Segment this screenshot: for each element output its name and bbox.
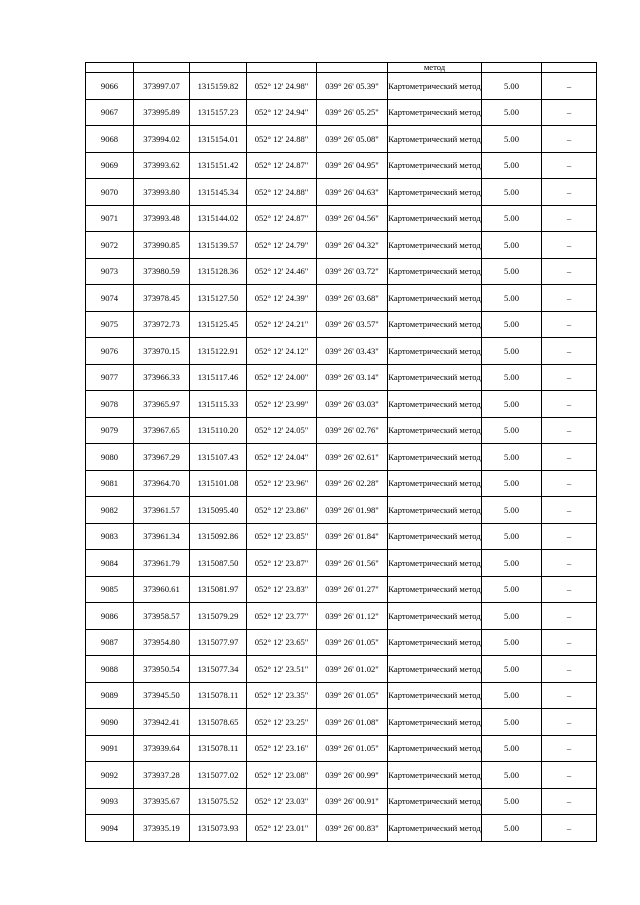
cell-longitude: 039° 26' 04.63" — [317, 179, 388, 206]
cell-y: 1315077.02 — [190, 762, 247, 789]
cell-accuracy: 5.00 — [482, 709, 542, 736]
cell-longitude: 039° 26' 01.05" — [317, 682, 388, 709]
cell-note: – — [542, 285, 597, 312]
cell-note: – — [542, 656, 597, 683]
cell-accuracy: 5.00 — [482, 338, 542, 365]
cell-x: 373966.33 — [134, 364, 190, 391]
cell-x: 373990.85 — [134, 232, 190, 259]
cell-x: 373995.89 — [134, 99, 190, 126]
cell-number: 9084 — [86, 550, 134, 577]
cell-accuracy — [482, 63, 542, 73]
cell-y: 1315078.11 — [190, 682, 247, 709]
cell-number: 9067 — [86, 99, 134, 126]
cell-number: 9091 — [86, 735, 134, 762]
cell-note: – — [542, 338, 597, 365]
cell-latitude: 052° 12' 24.00" — [247, 364, 317, 391]
table-row — [86, 629, 597, 656]
table-row — [86, 285, 597, 312]
cell-longitude: 039° 26' 02.61" — [317, 444, 388, 471]
cell-y: 1315079.29 — [190, 603, 247, 630]
cell-number: 9086 — [86, 603, 134, 630]
cell-latitude: 052° 12' 23.87" — [247, 550, 317, 577]
cell-method: Картометрический метод — [388, 152, 482, 179]
cell-latitude: 052° 12' 24.46" — [247, 258, 317, 285]
cell-y: 1315077.34 — [190, 656, 247, 683]
cell-y: 1315144.02 — [190, 205, 247, 232]
cell-x: 373950.54 — [134, 656, 190, 683]
cell-longitude: 039° 26' 01.12" — [317, 603, 388, 630]
cell-longitude: 039° 26' 02.28" — [317, 470, 388, 497]
table-row — [86, 258, 597, 285]
cell-longitude: 039° 26' 05.08" — [317, 126, 388, 153]
cell-note: – — [542, 603, 597, 630]
cell-x: 373972.73 — [134, 311, 190, 338]
cell-x: 373954.80 — [134, 629, 190, 656]
cell-y: 1315151.42 — [190, 152, 247, 179]
cell-x: 373978.45 — [134, 285, 190, 312]
cell-note: – — [542, 735, 597, 762]
cell-longitude: 039° 26' 01.98" — [317, 497, 388, 524]
cell-longitude: 039° 26' 03.03" — [317, 391, 388, 418]
cell-longitude: 039° 26' 03.14" — [317, 364, 388, 391]
cell-accuracy: 5.00 — [482, 444, 542, 471]
cell-number: 9093 — [86, 788, 134, 815]
cell-x: 373965.97 — [134, 391, 190, 418]
table-row — [86, 497, 597, 524]
cell-longitude: 039° 26' 01.05" — [317, 629, 388, 656]
cell-method: Картометрический метод — [388, 417, 482, 444]
cell-number: 9076 — [86, 338, 134, 365]
cell-note: – — [542, 444, 597, 471]
cell-method: Картометрический метод — [388, 126, 482, 153]
cell-number: 9068 — [86, 126, 134, 153]
table-row — [86, 815, 597, 842]
cell-method: Картометрический метод — [388, 629, 482, 656]
table-row — [86, 99, 597, 126]
cell-x: 373961.34 — [134, 523, 190, 550]
cell-accuracy: 5.00 — [482, 576, 542, 603]
cell-number: 9092 — [86, 762, 134, 789]
cell-accuracy: 5.00 — [482, 99, 542, 126]
cell-number: 9087 — [86, 629, 134, 656]
cell-longitude — [317, 63, 388, 73]
cell-number: 9070 — [86, 179, 134, 206]
cell-x: 373935.19 — [134, 815, 190, 842]
cell-latitude: 052° 12' 23.99" — [247, 391, 317, 418]
cell-accuracy: 5.00 — [482, 682, 542, 709]
table-row — [86, 682, 597, 709]
cell-latitude: 052° 12' 24.94" — [247, 99, 317, 126]
cell-note: – — [542, 152, 597, 179]
cell-y: 1315115.33 — [190, 391, 247, 418]
cell-number: 9082 — [86, 497, 134, 524]
cell-longitude: 039° 26' 04.95" — [317, 152, 388, 179]
cell-note: – — [542, 576, 597, 603]
cell-latitude: 052° 12' 23.85" — [247, 523, 317, 550]
cell-accuracy: 5.00 — [482, 258, 542, 285]
cell-x: 373993.48 — [134, 205, 190, 232]
cell-method: Картометрический метод — [388, 788, 482, 815]
cell-note: – — [542, 762, 597, 789]
cell-x: 373980.59 — [134, 258, 190, 285]
cell-x: 373970.15 — [134, 338, 190, 365]
cell-longitude: 039° 26' 02.76" — [317, 417, 388, 444]
cell-latitude: 052° 12' 23.01" — [247, 815, 317, 842]
cell-x — [134, 63, 190, 73]
table-row — [86, 709, 597, 736]
cell-x: 373967.65 — [134, 417, 190, 444]
cell-note: – — [542, 629, 597, 656]
cell-latitude: 052° 12' 23.96" — [247, 470, 317, 497]
cell-x: 373937.28 — [134, 762, 190, 789]
cell-note: – — [542, 788, 597, 815]
cell-accuracy: 5.00 — [482, 73, 542, 100]
cell-method: Картометрический метод — [388, 682, 482, 709]
cell-x: 373958.57 — [134, 603, 190, 630]
cell-longitude: 039° 26' 01.27" — [317, 576, 388, 603]
cell-longitude: 039° 26' 05.25" — [317, 99, 388, 126]
cell-longitude: 039° 26' 03.68" — [317, 285, 388, 312]
cell-note: – — [542, 258, 597, 285]
cell-note: – — [542, 682, 597, 709]
cell-number: 9080 — [86, 444, 134, 471]
cell-y: 1315073.93 — [190, 815, 247, 842]
cell-number: 9073 — [86, 258, 134, 285]
cell-y: 1315075.52 — [190, 788, 247, 815]
cell-latitude: 052° 12' 23.86" — [247, 497, 317, 524]
table-row — [86, 232, 597, 259]
cell-method: Картометрический метод — [388, 656, 482, 683]
cell-note: – — [542, 497, 597, 524]
cell-method: Картометрический метод — [388, 735, 482, 762]
cell-number: 9083 — [86, 523, 134, 550]
cell-number: 9069 — [86, 152, 134, 179]
cell-y: 1315095.40 — [190, 497, 247, 524]
cell-number: 9079 — [86, 417, 134, 444]
cell-number: 9072 — [86, 232, 134, 259]
cell-accuracy: 5.00 — [482, 417, 542, 444]
cell-method: Картометрический метод — [388, 311, 482, 338]
cell-number: 9066 — [86, 73, 134, 100]
cell-note: – — [542, 815, 597, 842]
cell-accuracy: 5.00 — [482, 603, 542, 630]
cell-y: 1315145.34 — [190, 179, 247, 206]
cell-x: 373935.67 — [134, 788, 190, 815]
cell-latitude: 052° 12' 24.12" — [247, 338, 317, 365]
cell-number: 9089 — [86, 682, 134, 709]
cell-note: – — [542, 73, 597, 100]
cell-y: 1315128.36 — [190, 258, 247, 285]
cell-y — [190, 63, 247, 73]
cell-latitude — [247, 63, 317, 73]
cell-accuracy: 5.00 — [482, 205, 542, 232]
cell-method: Картометрический метод — [388, 258, 482, 285]
cell-accuracy: 5.00 — [482, 179, 542, 206]
cell-method: Картометрический метод — [388, 444, 482, 471]
cell-y: 1315077.97 — [190, 629, 247, 656]
table-row — [86, 550, 597, 577]
cell-latitude: 052° 12' 24.04" — [247, 444, 317, 471]
cell-accuracy: 5.00 — [482, 232, 542, 259]
table-row — [86, 788, 597, 815]
cell-accuracy: 5.00 — [482, 391, 542, 418]
table-row — [86, 311, 597, 338]
table-row-continued — [86, 63, 597, 73]
cell-x: 373960.61 — [134, 576, 190, 603]
cell-longitude: 039° 26' 01.56" — [317, 550, 388, 577]
cell-y: 1315078.11 — [190, 735, 247, 762]
cell-accuracy: 5.00 — [482, 762, 542, 789]
cell-latitude: 052° 12' 23.25" — [247, 709, 317, 736]
table-row — [86, 523, 597, 550]
cell-number — [86, 63, 134, 73]
cell-latitude: 052° 12' 23.51" — [247, 656, 317, 683]
cell-latitude: 052° 12' 24.39" — [247, 285, 317, 312]
cell-note — [542, 63, 597, 73]
cell-accuracy: 5.00 — [482, 550, 542, 577]
cell-number: 9090 — [86, 709, 134, 736]
cell-longitude: 039° 26' 00.99" — [317, 762, 388, 789]
cell-note: – — [542, 550, 597, 577]
table-row — [86, 338, 597, 365]
cell-method: Картометрический метод — [388, 497, 482, 524]
table-row — [86, 364, 597, 391]
cell-method: Картометрический метод — [388, 523, 482, 550]
cell-y: 1315110.20 — [190, 417, 247, 444]
cell-latitude: 052° 12' 23.83" — [247, 576, 317, 603]
cell-number: 9094 — [86, 815, 134, 842]
cell-method: Картометрический метод — [388, 470, 482, 497]
cell-latitude: 052° 12' 23.35" — [247, 682, 317, 709]
cell-note: – — [542, 470, 597, 497]
cell-accuracy: 5.00 — [482, 364, 542, 391]
cell-note: – — [542, 709, 597, 736]
cell-note: – — [542, 232, 597, 259]
cell-longitude: 039° 26' 01.02" — [317, 656, 388, 683]
cell-x: 373942.41 — [134, 709, 190, 736]
cell-x: 373993.80 — [134, 179, 190, 206]
cell-accuracy: 5.00 — [482, 152, 542, 179]
table-row — [86, 179, 597, 206]
cell-number: 9075 — [86, 311, 134, 338]
cell-note: – — [542, 311, 597, 338]
cell-y: 1315157.23 — [190, 99, 247, 126]
cell-y: 1315122.91 — [190, 338, 247, 365]
cell-latitude: 052° 12' 24.98" — [247, 73, 317, 100]
table-row — [86, 656, 597, 683]
cell-y: 1315081.97 — [190, 576, 247, 603]
cell-x: 373994.02 — [134, 126, 190, 153]
cell-longitude: 039° 26' 01.08" — [317, 709, 388, 736]
cell-y: 1315087.50 — [190, 550, 247, 577]
coordinates-table — [85, 62, 597, 842]
cell-method: Картометрический метод — [388, 205, 482, 232]
cell-y: 1315107.43 — [190, 444, 247, 471]
cell-x: 373967.29 — [134, 444, 190, 471]
table-row — [86, 735, 597, 762]
cell-latitude: 052° 12' 24.21" — [247, 311, 317, 338]
table-row — [86, 391, 597, 418]
cell-number: 9085 — [86, 576, 134, 603]
cell-accuracy: 5.00 — [482, 285, 542, 312]
cell-latitude: 052° 12' 24.05" — [247, 417, 317, 444]
cell-accuracy: 5.00 — [482, 656, 542, 683]
cell-method: Картометрический метод — [388, 576, 482, 603]
cell-longitude: 039° 26' 01.84" — [317, 523, 388, 550]
cell-note: – — [542, 417, 597, 444]
table-body — [86, 63, 597, 842]
cell-number: 9077 — [86, 364, 134, 391]
cell-method: Картометрический метод — [388, 338, 482, 365]
cell-note: – — [542, 364, 597, 391]
cell-latitude: 052° 12' 23.77" — [247, 603, 317, 630]
cell-method: Картометрический метод — [388, 73, 482, 100]
table-row — [86, 470, 597, 497]
cell-longitude: 039° 26' 04.56" — [317, 205, 388, 232]
cell-y: 1315078.65 — [190, 709, 247, 736]
cell-number: 9081 — [86, 470, 134, 497]
cell-method: Картометрический метод — [388, 815, 482, 842]
cell-accuracy: 5.00 — [482, 735, 542, 762]
cell-longitude: 039° 26' 03.43" — [317, 338, 388, 365]
cell-x: 373939.64 — [134, 735, 190, 762]
cell-note: – — [542, 99, 597, 126]
cell-method: Картометрический метод — [388, 603, 482, 630]
cell-note: – — [542, 179, 597, 206]
cell-accuracy: 5.00 — [482, 629, 542, 656]
cell-accuracy: 5.00 — [482, 523, 542, 550]
cell-longitude: 039° 26' 04.32" — [317, 232, 388, 259]
cell-accuracy: 5.00 — [482, 126, 542, 153]
cell-latitude: 052° 12' 24.88" — [247, 179, 317, 206]
cell-latitude: 052° 12' 24.87" — [247, 152, 317, 179]
cell-latitude: 052° 12' 24.87" — [247, 205, 317, 232]
table-row — [86, 603, 597, 630]
cell-longitude: 039° 26' 05.39" — [317, 73, 388, 100]
cell-method: Картометрический метод — [388, 762, 482, 789]
cell-number: 9088 — [86, 656, 134, 683]
cell-note: – — [542, 126, 597, 153]
cell-note: – — [542, 205, 597, 232]
cell-note: – — [542, 523, 597, 550]
table-row — [86, 576, 597, 603]
cell-longitude: 039° 26' 03.57" — [317, 311, 388, 338]
cell-accuracy: 5.00 — [482, 815, 542, 842]
cell-method: Картометрический метод — [388, 709, 482, 736]
cell-method: Картометрический метод — [388, 364, 482, 391]
cell-y: 1315117.46 — [190, 364, 247, 391]
cell-accuracy: 5.00 — [482, 788, 542, 815]
cell-latitude: 052° 12' 23.08" — [247, 762, 317, 789]
cell-latitude: 052° 12' 23.16" — [247, 735, 317, 762]
cell-accuracy: 5.00 — [482, 470, 542, 497]
cell-x: 373993.62 — [134, 152, 190, 179]
cell-x: 373964.70 — [134, 470, 190, 497]
cell-longitude: 039° 26' 03.72" — [317, 258, 388, 285]
cell-latitude: 052° 12' 24.88" — [247, 126, 317, 153]
table-row — [86, 762, 597, 789]
cell-latitude: 052° 12' 24.79" — [247, 232, 317, 259]
table-row — [86, 152, 597, 179]
cell-method: Картометрический метод — [388, 179, 482, 206]
cell-latitude: 052° 12' 23.65" — [247, 629, 317, 656]
cell-number: 9074 — [86, 285, 134, 312]
cell-number: 9071 — [86, 205, 134, 232]
cell-y: 1315139.57 — [190, 232, 247, 259]
table-row — [86, 73, 597, 100]
cell-y: 1315092.86 — [190, 523, 247, 550]
table-row — [86, 444, 597, 471]
cell-note: – — [542, 391, 597, 418]
cell-method: Картометрический метод — [388, 99, 482, 126]
cell-method: Картометрический метод — [388, 285, 482, 312]
cell-longitude: 039° 26' 01.05" — [317, 735, 388, 762]
cell-x: 373945.50 — [134, 682, 190, 709]
cell-longitude: 039° 26' 00.91" — [317, 788, 388, 815]
cell-method: Картометрический метод — [388, 550, 482, 577]
cell-y: 1315159.82 — [190, 73, 247, 100]
cell-latitude: 052° 12' 23.03" — [247, 788, 317, 815]
cell-method: Картометрический метод — [388, 232, 482, 259]
cell-accuracy: 5.00 — [482, 311, 542, 338]
cell-method: Картометрический метод — [388, 391, 482, 418]
cell-y: 1315101.08 — [190, 470, 247, 497]
cell-number: 9078 — [86, 391, 134, 418]
cell-longitude: 039° 26' 00.83" — [317, 815, 388, 842]
cell-x: 373997.07 — [134, 73, 190, 100]
table-row — [86, 126, 597, 153]
cell-x: 373961.79 — [134, 550, 190, 577]
cell-method: метод — [388, 63, 482, 73]
cell-x: 373961.57 — [134, 497, 190, 524]
cell-y: 1315125.45 — [190, 311, 247, 338]
table-row — [86, 417, 597, 444]
cell-y: 1315154.01 — [190, 126, 247, 153]
cell-y: 1315127.50 — [190, 285, 247, 312]
cell-accuracy: 5.00 — [482, 497, 542, 524]
table-row — [86, 205, 597, 232]
